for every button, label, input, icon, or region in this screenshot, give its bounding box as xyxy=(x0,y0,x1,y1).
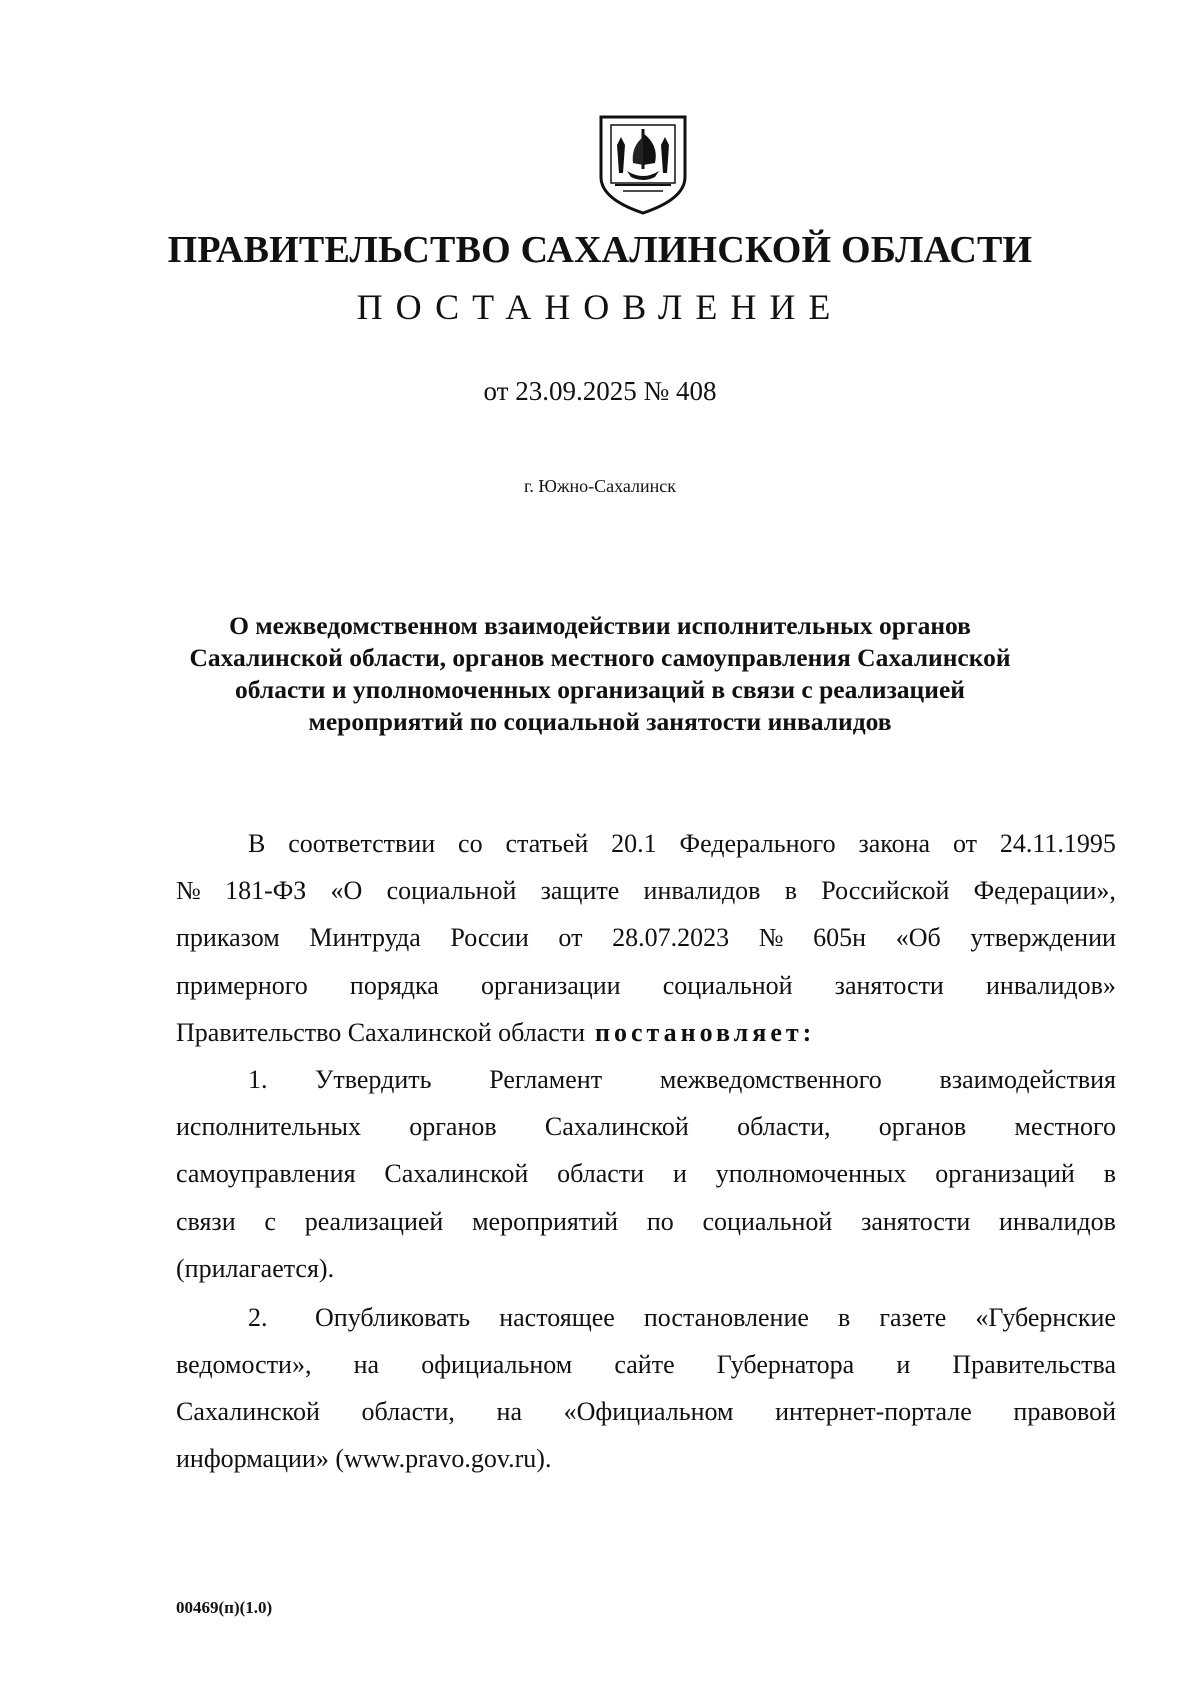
word: России xyxy=(450,923,529,953)
word: взаимодействия xyxy=(939,1064,1116,1094)
word: реализацией xyxy=(304,1206,444,1236)
word: 20.1 xyxy=(611,829,657,858)
word: Правительства xyxy=(952,1350,1116,1380)
word: № xyxy=(758,923,784,953)
word: межведомственного xyxy=(659,1064,882,1094)
item-paragraph xyxy=(176,1294,1116,1483)
word: «О xyxy=(330,876,363,906)
word: № xyxy=(176,876,201,906)
text-line xyxy=(176,820,1116,867)
item-line-text: информации» (www.pravo.gov.ru). xyxy=(176,1444,552,1474)
word: от xyxy=(558,923,583,953)
government-title: ПРАВИТЕЛЬСТВО САХАЛИНСКОЙ ОБЛАСТИ xyxy=(167,229,1033,271)
word: органов xyxy=(878,1112,967,1142)
document-date-number: от 23.09.2025 № 408 xyxy=(483,376,717,406)
item-first-line xyxy=(315,1056,1116,1103)
word: органов xyxy=(409,1112,497,1142)
text-line xyxy=(176,1103,1116,1150)
word: утверждении xyxy=(970,923,1116,953)
word: В xyxy=(248,829,266,858)
word: занятости xyxy=(861,1206,971,1236)
text-line xyxy=(176,1341,1116,1388)
word: 24.11.1995 xyxy=(999,829,1116,858)
word: мероприятий xyxy=(472,1206,619,1236)
text-line xyxy=(176,914,1116,961)
word: примерного xyxy=(176,970,308,1000)
subject-line: мероприятий по социальной занятости инвалидов xyxy=(308,707,892,736)
word: в xyxy=(784,876,797,906)
word: Опубликовать xyxy=(315,1302,471,1332)
word: соответствии xyxy=(288,829,436,858)
word: от xyxy=(952,829,977,858)
text-line xyxy=(176,1009,1116,1056)
word: социальной xyxy=(702,1206,833,1236)
text-line xyxy=(176,1245,1116,1292)
word: ведомости», xyxy=(176,1350,312,1380)
preamble-paragraph xyxy=(176,820,1116,1056)
word: на xyxy=(496,1397,522,1427)
document-type: ПОСТАНОВЛЕНИЕ xyxy=(356,287,844,327)
item-number: 2. xyxy=(248,1302,268,1332)
text-line xyxy=(176,1150,1116,1197)
word: занятости xyxy=(834,970,944,1000)
word: закона xyxy=(858,829,931,858)
word: местного xyxy=(1014,1112,1116,1142)
word: в xyxy=(1103,1159,1116,1189)
word: статьей xyxy=(505,829,589,858)
word: интернет-портале xyxy=(775,1397,972,1427)
word: в xyxy=(837,1302,851,1332)
word: и xyxy=(672,1159,687,1189)
word: «Об xyxy=(895,923,941,953)
word: области, xyxy=(737,1112,831,1142)
word: настоящее xyxy=(499,1302,615,1332)
subject-line: О межведомственном взаимодействии исполнительных органов xyxy=(229,611,971,640)
word: Сахалинской xyxy=(384,1159,529,1189)
word: правовой xyxy=(1013,1397,1116,1427)
word: области xyxy=(557,1159,645,1189)
document-subject xyxy=(150,610,1050,738)
word: Минтруда xyxy=(309,923,421,953)
item-line-text: (прилагается). xyxy=(176,1253,335,1283)
word: исполнительных xyxy=(176,1112,361,1142)
text-line xyxy=(176,962,1116,1009)
preamble-line-text: Правительство Сахалинской области xyxy=(176,1017,586,1047)
footer-document-code: 00469(п)(1.0) xyxy=(176,1598,273,1617)
text-line xyxy=(176,1294,1116,1341)
subject-line: области и уполномоченных организаций в связи с реализацией xyxy=(235,675,965,704)
word: самоуправления xyxy=(176,1159,356,1189)
word: организации xyxy=(480,970,621,1000)
word: уполномоченных xyxy=(715,1159,907,1189)
text-line xyxy=(176,1388,1116,1435)
word: 28.07.2023 xyxy=(612,923,730,953)
text-line xyxy=(176,1198,1116,1245)
word: приказом xyxy=(176,923,280,953)
word: Сахалинской xyxy=(176,1397,320,1427)
word: защите xyxy=(540,876,620,906)
item-paragraph xyxy=(176,1056,1116,1292)
word: Сахалинской xyxy=(544,1112,689,1142)
word: с xyxy=(264,1206,276,1236)
word: «Губернские xyxy=(975,1302,1116,1332)
word: со xyxy=(458,829,483,858)
document-body xyxy=(176,820,1116,1483)
word: организаций xyxy=(935,1159,1075,1189)
word: социальной xyxy=(662,970,793,1000)
word: Федерального xyxy=(679,829,836,858)
word: Федерации», xyxy=(973,876,1116,906)
word: «Официальном xyxy=(563,1397,734,1427)
word: связи xyxy=(176,1206,236,1236)
decree-word: постановляет: xyxy=(595,1017,816,1047)
word: и xyxy=(896,1350,911,1380)
word: инвалидов» xyxy=(986,970,1116,1000)
coat-of-arms-emblem xyxy=(597,115,689,215)
word: сайте xyxy=(614,1350,675,1380)
item-number: 1. xyxy=(248,1064,268,1094)
word: порядка xyxy=(349,970,439,1000)
word: Российской xyxy=(821,876,950,906)
word: 181-ФЗ xyxy=(225,876,307,906)
text-line xyxy=(176,1056,1116,1103)
word: области, xyxy=(361,1397,455,1427)
word: инвалидов xyxy=(999,1206,1116,1236)
text-line xyxy=(176,1435,1116,1482)
document-city: г. Южно-Сахалинск xyxy=(523,476,677,496)
word: Регламент xyxy=(489,1064,603,1094)
subject-line: Сахалинской области, органов местного самоуправления Сахалинской xyxy=(189,643,1011,672)
word: на xyxy=(353,1350,380,1380)
word: официальном xyxy=(421,1350,573,1380)
word: социальной xyxy=(386,876,517,906)
word: Губернатора xyxy=(716,1350,855,1380)
word: Утвердить xyxy=(315,1064,432,1094)
item-first-line xyxy=(315,1294,1116,1341)
text-line xyxy=(176,867,1116,914)
word: инвалидов xyxy=(643,876,761,906)
word: газете xyxy=(879,1302,947,1332)
word: по xyxy=(646,1206,674,1236)
word: 605н xyxy=(813,923,867,953)
word: постановление xyxy=(643,1302,809,1332)
